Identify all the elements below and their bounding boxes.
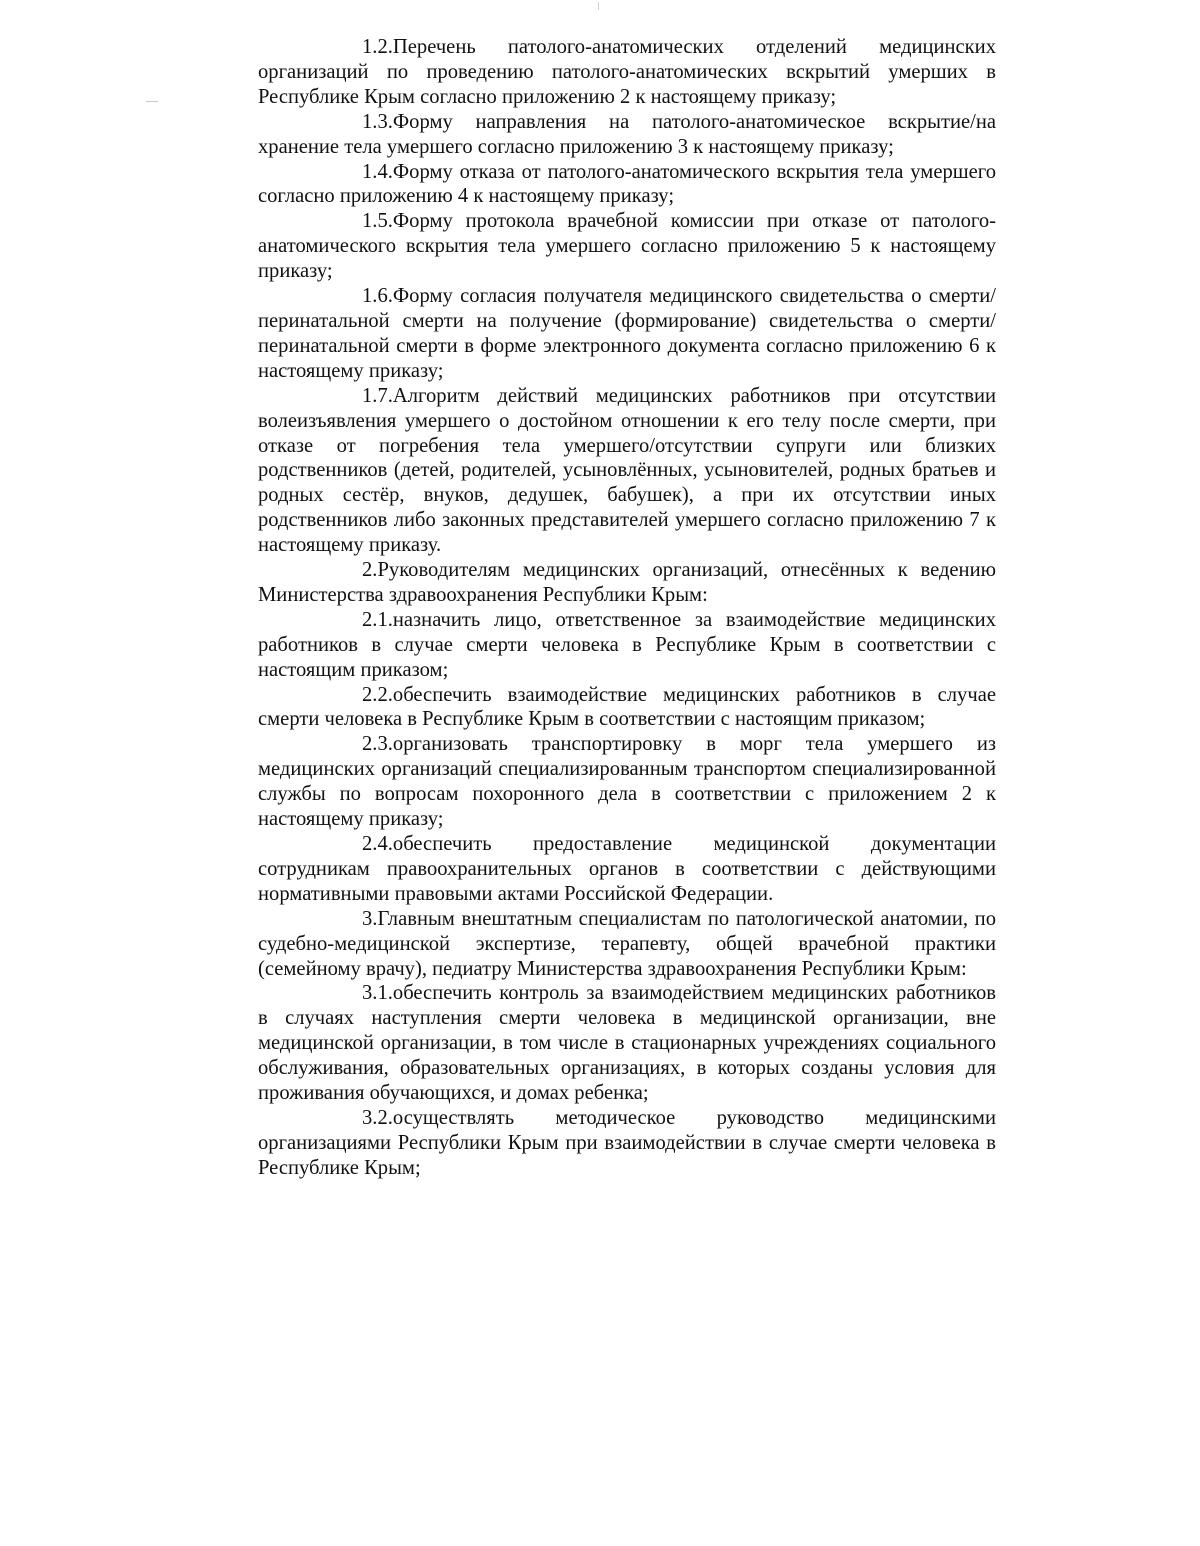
paragraph-text: Форму согласия получателя медицинского свидетельства о смерти/перинатальной смерти на получение (формирование) свидетельства о смерти/перинатальной смерти в форме электронного документа согласно приложению 6 к настоящему приказу;	[258, 285, 996, 382]
paragraph-number: 3.1.	[362, 982, 393, 1005]
paragraph-text: Перечень патолого-анатомических отделений медицинских организаций по проведению патолого-анатомических вскрытий умерших в Республике Крым согласно приложению 2 к настоящему приказу;	[258, 36, 996, 108]
paragraph-text: Алгоритм действий медицинских работников при отсутствии волеизъявления умершего о достойном отношении к его телу после смерти, при отказе от погребения тела умершего/отсутствии супруги или близких родственников (детей, родителей, усыновлённых, усыновителей, родных братьев и родных сестёр, внуков, дедушек, бабушек), а при их отсутствии иных родственников либо законных представителей умершего согласно приложению 7 к настоящему приказу.	[258, 384, 996, 557]
paragraph-3-1	[258, 981, 996, 1106]
paragraph-number: 3.	[362, 907, 378, 930]
paragraph-2-3	[258, 732, 996, 832]
paragraph-number: 1.6.	[362, 285, 393, 308]
paragraph-text: Руководителям медицинских организаций, отнесённых к ведению Министерства здравоохранения Республики Крым:	[258, 559, 996, 606]
paragraph-2-2	[258, 683, 996, 733]
scan-mark-top	[598, 2, 599, 10]
paragraph-1-7	[258, 384, 996, 558]
paragraph-1-2	[258, 35, 996, 110]
paragraph-text: обеспечить контроль за взаимодействием медицинских работников в случаях наступления смерти человека в медицинской организации, вне медицинской организации, в том числе в стационарных учреждениях социального обслуживания, образовательных организациях, в которых созданы условия для проживания обучающихся, и домах ребенка;	[258, 982, 996, 1105]
paragraph-number: 1.3.	[362, 110, 393, 133]
scan-mark-left	[146, 101, 158, 102]
paragraph-text: осуществлять методическое руководство медицинскими организациями Республики Крым при взаимодействии в случае смерти человека в Республике Крым;	[258, 1106, 996, 1179]
paragraph-number: 2.4.	[362, 833, 393, 855]
paragraph-3-2	[258, 1106, 996, 1181]
paragraph-text: Форму протокола врачебной комиссии при отказе от патолого-анатомического вскрытия тела умершего согласно приложению 5 к настоящему приказу;	[258, 210, 996, 283]
document-body	[258, 35, 996, 1181]
paragraph-1-4	[258, 160, 996, 210]
paragraph-3	[258, 907, 996, 982]
paragraph-number: 1.4.	[362, 160, 393, 183]
paragraph-1-6	[258, 284, 996, 384]
paragraph-1-3	[258, 110, 996, 160]
paragraph-text: Форму отказа от патолого-анатомического вскрытия тела умершего согласно приложению 4 к настоящему приказу;	[258, 160, 996, 208]
paragraph-text: обеспечить предоставление медицинской документации сотрудникам правоохранительных органов в соответствии с действующими нормативными правовыми актами Российской Федерации.	[258, 833, 996, 905]
paragraph-text: Главным внештатным специалистам по патологической анатомии, по судебно-медицинской экспертизе, терапевту, общей врачебной практики (семейному врачу), педиатру Министерства здравоохранения Республики Крым:	[258, 907, 996, 980]
paragraph-2	[258, 558, 996, 608]
paragraph-2-1	[258, 608, 996, 683]
paragraph-number: 2.3.	[362, 733, 393, 756]
paragraph-number: 1.5.	[362, 210, 393, 233]
paragraph-1-5	[258, 209, 996, 284]
paragraph-text: организовать транспортировку в морг тела умершего из медицинских организаций специализированным транспортом специализированной службы по вопросам похоронного дела в соответствии с приложением 2 к настоящему приказу;	[258, 733, 996, 831]
paragraph-text: назначить лицо, ответственное за взаимодействие медицинских работников в случае смерти человека в Республике Крым в соответствии с настоящим приказом;	[258, 608, 996, 681]
paragraph-number: 2.2.	[362, 683, 393, 706]
paragraph-number: 1.2.	[362, 36, 393, 58]
paragraph-text: обеспечить взаимодействие медицинских работников в случае смерти человека в Республике Крым в соответствии с настоящим приказом;	[258, 683, 996, 731]
paragraph-text: Форму направления на патолого-анатомическое вскрытие/на хранение тела умершего согласно приложению 3 к настоящему приказу;	[258, 110, 996, 158]
paragraph-2-4	[258, 832, 996, 907]
paragraph-number: 2.	[362, 559, 378, 582]
paragraph-number: 1.7.	[362, 384, 393, 407]
paragraph-number: 3.2.	[362, 1106, 393, 1129]
paragraph-number: 2.1.	[362, 608, 393, 631]
